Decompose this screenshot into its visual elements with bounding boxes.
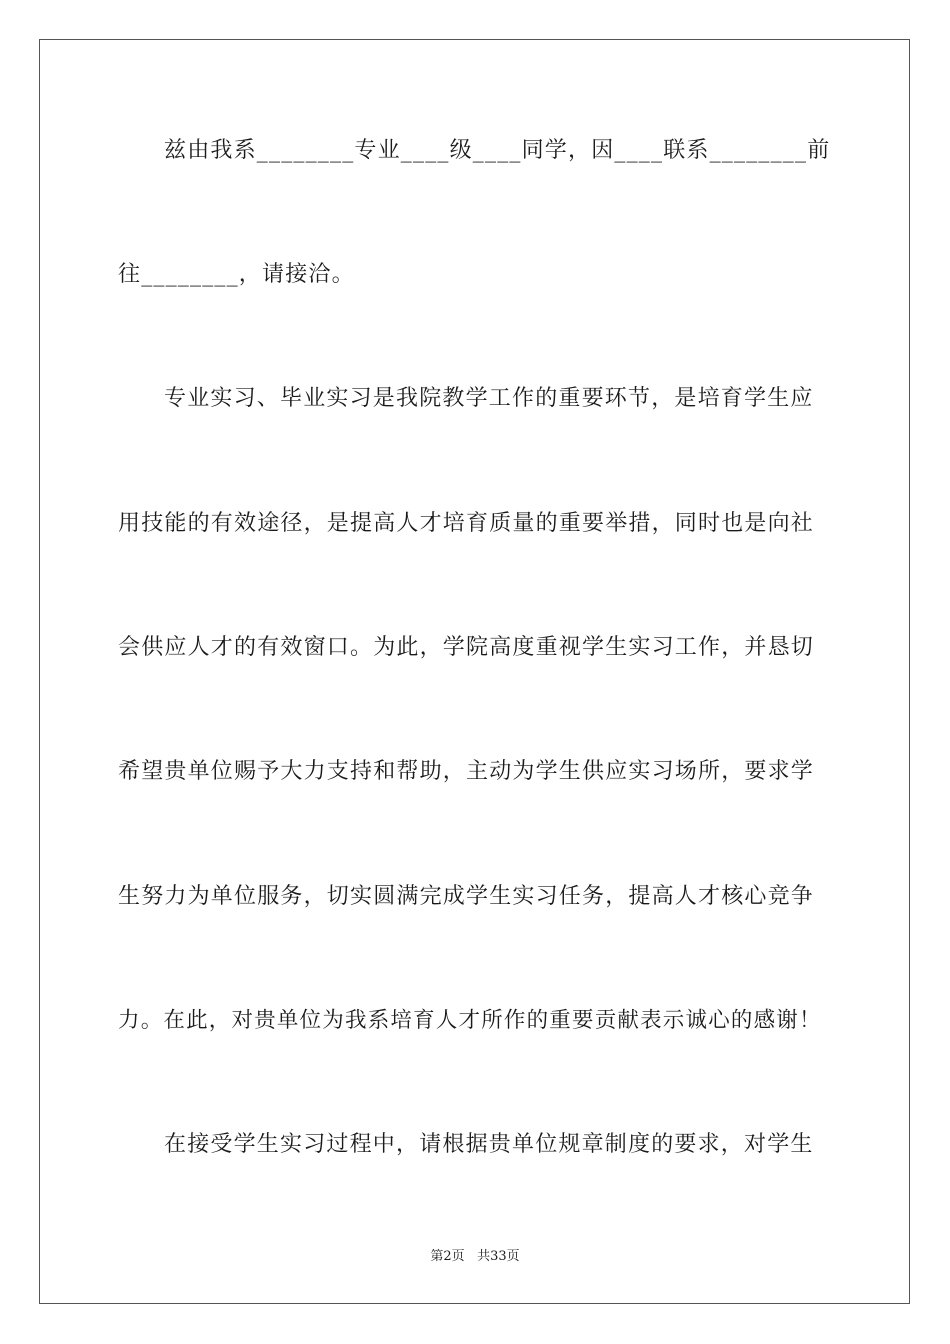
page-number: 第2页 — [430, 1249, 465, 1264]
body-line-3: 专业实习、毕业实习是我院教学工作的重要环节，是培育学生应 — [164, 386, 814, 411]
body-line-9: 在接受学生实习过程中，请根据贵单位规章制度的要求，对学生 — [164, 1132, 814, 1157]
body-line-4: 用技能的有效途径，是提高人才培育质量的重要举措，同时也是向社 — [118, 511, 815, 536]
body-line-8: 力。在此，对贵单位为我系培育人才所作的重要贡献表示诚心的感谢！ — [118, 1008, 822, 1033]
body-line-1: 兹由我系________专业____级____同学，因____联系________前 — [164, 138, 831, 163]
page-border — [39, 39, 910, 1304]
body-line-7: 生努力为单位服务，切实圆满完成学生实习任务，提高人才核心竞争 — [118, 884, 815, 909]
page-footer — [0, 1248, 950, 1266]
page-total: 共33页 — [477, 1249, 520, 1264]
body-line-2: 往________，请接洽。 — [118, 262, 355, 287]
body-line-6: 希望贵单位赐予大力支持和帮助，主动为学生供应实习场所，要求学 — [118, 759, 815, 784]
body-line-5: 会供应人才的有效窗口。为此，学院高度重视学生实习工作，并恳切 — [118, 635, 815, 660]
